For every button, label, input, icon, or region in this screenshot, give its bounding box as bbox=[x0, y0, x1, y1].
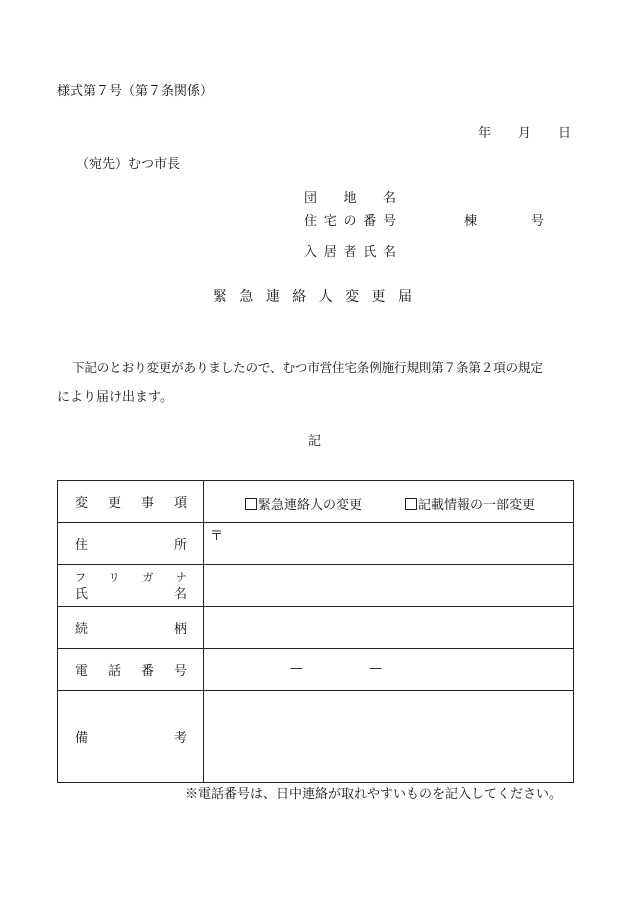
body-text-line2: により届け出ます。 bbox=[57, 390, 173, 405]
address-label: 住 所 bbox=[75, 538, 187, 553]
addressee: （宛先）むつ市長 bbox=[76, 157, 181, 172]
table-row-remarks bbox=[58, 691, 574, 783]
phone-dash-1: — bbox=[290, 661, 303, 676]
change-item-label: 変 更 事 項 bbox=[75, 496, 187, 511]
relation-label: 続 柄 bbox=[75, 622, 187, 637]
form-number: 様式第７号（第７条関係） bbox=[57, 84, 214, 99]
table-row-phone bbox=[58, 649, 574, 691]
postal-mark: 〒 bbox=[210, 529, 224, 544]
phone-label: 電 話 番 号 bbox=[75, 664, 187, 679]
option-partial-info-change[interactable]: 記載情報の一部変更 bbox=[405, 494, 535, 513]
name-field[interactable] bbox=[204, 565, 574, 607]
remarks-label: 備 考 bbox=[75, 731, 187, 746]
checkbox[interactable] bbox=[405, 498, 417, 510]
ki-heading: 記 bbox=[308, 434, 322, 449]
number-unit: 号 bbox=[531, 214, 545, 229]
danchi-label: 団 地 名 bbox=[304, 191, 396, 206]
remarks-field[interactable] bbox=[204, 691, 574, 783]
change-form-table bbox=[57, 480, 574, 783]
year-label: 年 bbox=[478, 126, 492, 141]
month-label: 月 bbox=[517, 126, 531, 141]
phone-dash-2: — bbox=[369, 661, 382, 676]
checkbox[interactable] bbox=[245, 498, 257, 510]
day-label: 日 bbox=[557, 126, 571, 141]
building-unit: 棟 bbox=[464, 214, 478, 229]
document-title: 緊 急 連 絡 人 変 更 届 bbox=[213, 289, 412, 305]
option-emergency-contact-change[interactable]: 緊急連絡人の変更 bbox=[245, 494, 362, 513]
address-field[interactable] bbox=[204, 523, 574, 565]
table-row-change bbox=[58, 481, 574, 523]
table-row-relation bbox=[58, 607, 574, 649]
date-line bbox=[478, 122, 571, 141]
footnote: ※電話番号は、日中連絡が取れやすいものを記入してください。 bbox=[185, 787, 563, 802]
resident-name-label: 入 居 者 氏 名 bbox=[304, 245, 396, 260]
body-text-line1: 下記のとおり変更がありましたので、むつ市営住宅条例施行規則第７条第２項の規定 bbox=[72, 360, 543, 375]
relation-field[interactable] bbox=[204, 607, 574, 649]
table-row-name bbox=[58, 565, 574, 607]
table-row-address bbox=[58, 523, 574, 565]
furigana-label: フ リ ガ ナ bbox=[75, 570, 187, 584]
jutaku-number-label: 住 宅 の 番 号 bbox=[304, 214, 396, 229]
name-label: 氏 名 bbox=[75, 586, 187, 602]
phone-field[interactable] bbox=[204, 649, 574, 691]
